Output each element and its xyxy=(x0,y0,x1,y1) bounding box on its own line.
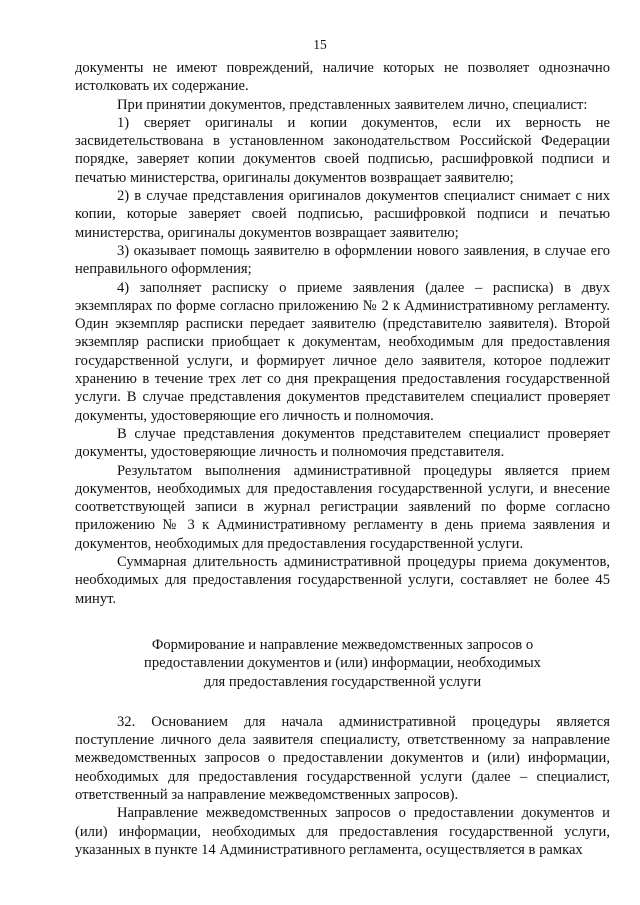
list-item-3: 3) оказывает помощь заявителю в оформлении нового заявления, в случае его неправильного оформления; xyxy=(75,242,610,278)
page-number: 15 xyxy=(313,37,327,52)
list-item-2: 2) в случае представления оригиналов документов специалист снимает с них копии, которые заверяет своей подписью, расшифровкой подписи и печатью министерства, оригиналы документов возвращает заявителю; xyxy=(75,188,610,241)
section-heading-line: Формирование и направление межведомственных запросов о xyxy=(151,636,534,653)
section-heading xyxy=(75,636,610,691)
paragraph: Результатом выполнения административной процедуры является прием документов, необходимых для предоставления государственной услуги, и внесение соответствующей записи в журнал регистрации заявлений по форме согласно приложению № 3 к Административному регламенту в день приема заявления и документов, необходимых для предоставления государственной услуги. xyxy=(75,462,610,552)
section-heading-line: для предоставления государственной услуги xyxy=(203,673,482,690)
paragraph-32: 32. Основанием для начала административной процедуры является поступление личного дела заявителя специалисту, ответственному за направление межведомственных запросов о предоставлении документов и (или) информации, необходимых для предоставления государственной услуги (далее – специалист, ответственный за направление межведомственных запросов). xyxy=(75,713,610,803)
list-item-4: 4) заполняет расписку о приеме заявления (далее – расписка) в двух экземплярах по форме согласно приложению № 2 к Административному регламенту. Один экземпляр расписки передает заявителю (представителю заявителя). Второй экземпляр расписки приобщает к документам, необходимым для предоставления государственной услуги, и формирует личное дело заявителя, которое подлежит хранению в течение трех лет со дня прекращения предоставления государственной услуги. В случае представления документов представителем специалист проверяет документы, удостоверяющие его личность и полномочия. xyxy=(75,279,610,424)
list-item-1: 1) сверяет оригиналы и копии документов, если их верность не засвидетельствована в установленном законодательством Российской Федерации порядке, заверяет копии документов своей подписью, расшифровкой подписи и печатью министерства, оригиналы документов возвращает заявителю; xyxy=(75,114,610,186)
document-body xyxy=(75,59,610,859)
paragraph: В случае представления документов представителем специалист проверяет документы, удостоверяющие личность и полномочия представителя. xyxy=(75,425,610,461)
paragraph: Суммарная длительность административной процедуры приема документов, необходимых для предоставления государственной услуги, составляет не более 45 минут. xyxy=(75,554,610,607)
section-heading-line: предоставлении документов и (или) информации, необходимых xyxy=(144,655,541,672)
paragraph: При принятии документов, представленных заявителем лично, специалист: xyxy=(117,96,588,113)
paragraph: Направление межведомственных запросов о предоставлении документов и (или) информации, необходимых для предоставления государственной услуги, указанных в пункте 14 Административного регламента, осуществляется в рамках xyxy=(75,805,610,858)
paragraph: документы не имеют повреждений, наличие которых не позволяет однозначно истолковать их содержание. xyxy=(75,60,610,95)
